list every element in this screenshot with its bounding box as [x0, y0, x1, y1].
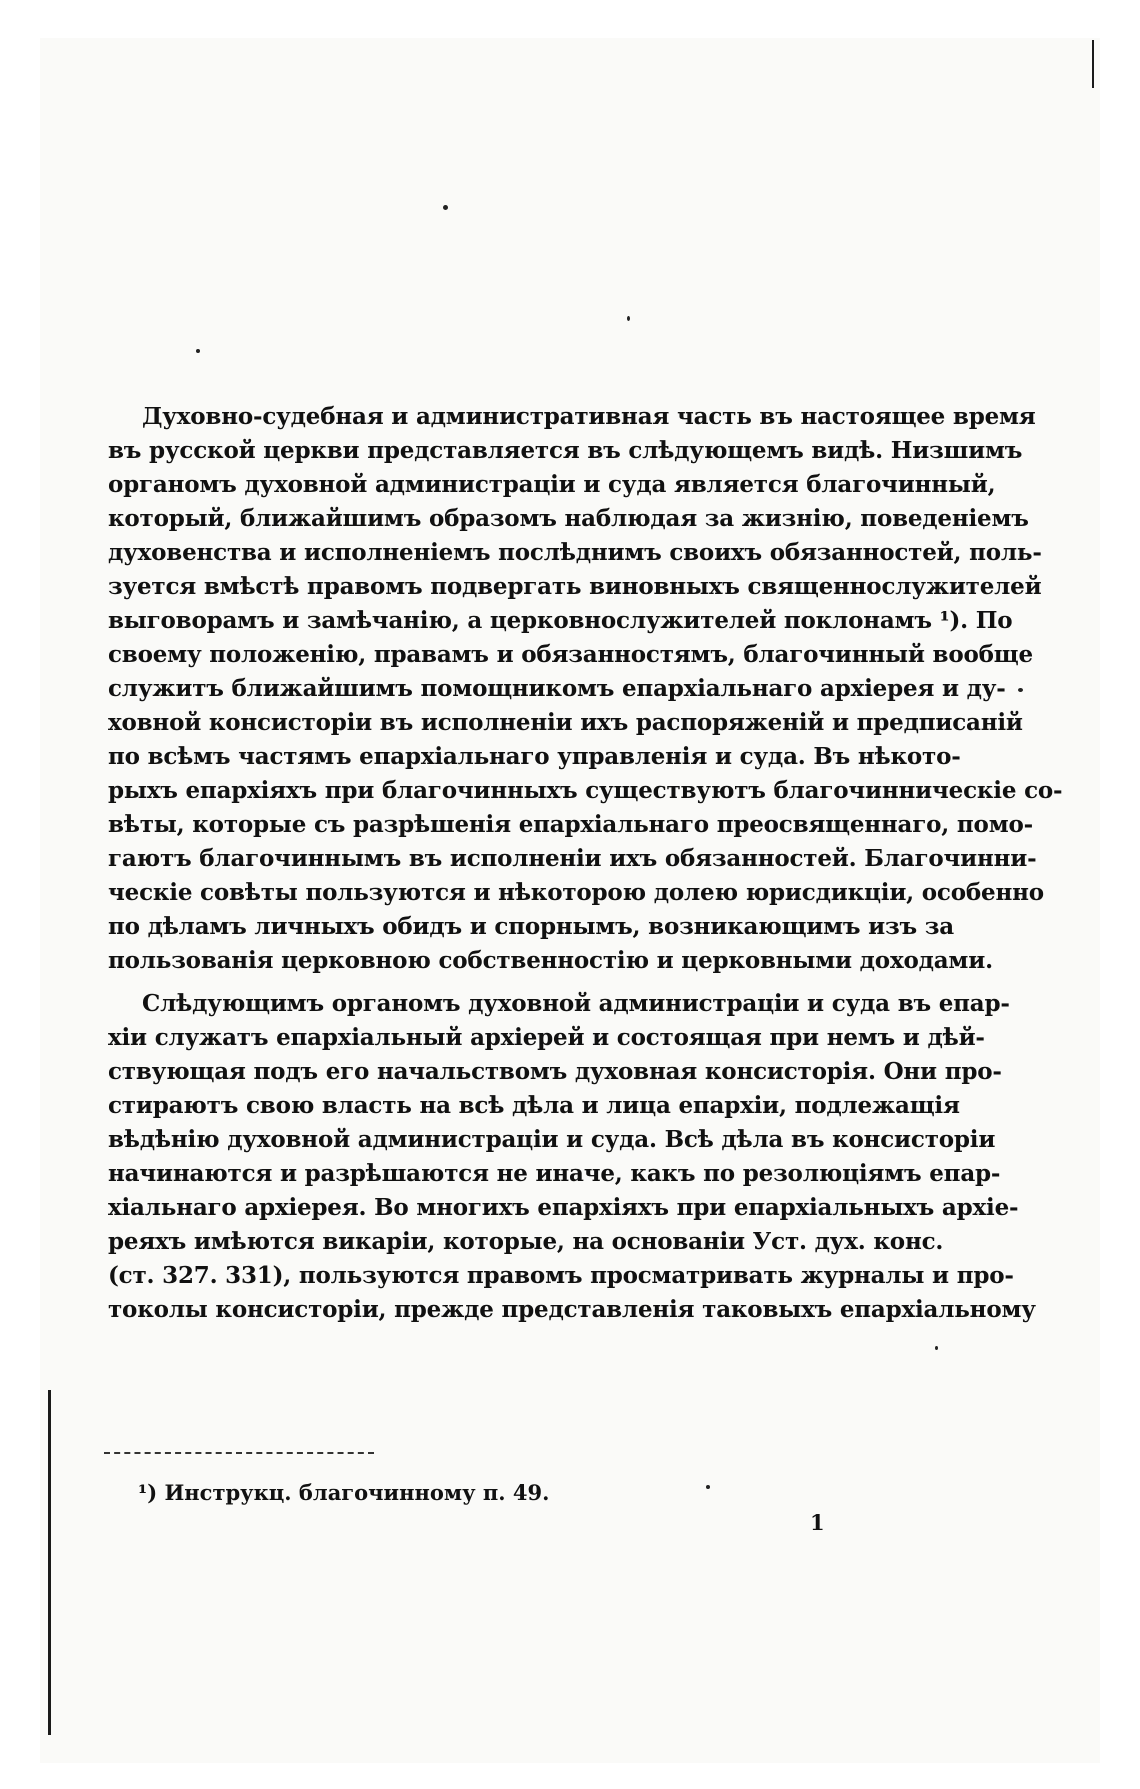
text-line: зуется вмѣстѣ правомъ подвергать виновныхъ священнослужителей — [108, 573, 1042, 600]
scan-speck — [627, 316, 630, 321]
text-line: Слѣдующимъ органомъ духовной администраціи и суда въ епар- — [142, 990, 1010, 1017]
scan-speck — [443, 205, 448, 210]
text-line: Духовно-судебная и административная часть въ настоящее время — [142, 403, 1036, 430]
text-line: вѣты, которые съ разрѣшенія епархіальнаго преосвященнаго, помо- — [108, 811, 1033, 838]
scan-speck — [1018, 688, 1023, 692]
text-line: вѣдѣнію духовной администраціи и суда. Всѣ дѣла въ консисторіи — [108, 1126, 996, 1153]
text-line: органомъ духовной администраціи и суда является благочинный, — [108, 471, 996, 498]
text-line: (ст. 327. 331), пользуются правомъ просматривать журналы и про- — [108, 1262, 1014, 1289]
text-line: служитъ ближайшимъ помощникомъ епархіальнаго архіерея и ду- — [108, 675, 1006, 702]
text-line: гаютъ благочиннымъ въ исполненіи ихъ обязанностей. Благочинни- — [108, 845, 1037, 872]
text-line: рыхъ епархіяхъ при благочинныхъ существуютъ благочинническіе со- — [108, 777, 1063, 804]
text-line: который, ближайшимъ образомъ наблюдая за жизнію, поведеніемъ — [108, 505, 1029, 532]
text-line: по дѣламъ личныхъ обидъ и спорнымъ, возникающимъ изъ за — [108, 913, 954, 940]
text-line: начинаются и разрѣшаются не иначе, какъ по резолюціямъ епар- — [108, 1160, 1001, 1187]
binding-edge — [48, 1390, 51, 1735]
text-line: по всѣмъ частямъ епархіальнаго управленія и суда. Въ нѣкото- — [108, 743, 961, 770]
footnote-divider — [104, 1452, 374, 1454]
text-line: ческіе совѣты пользуются и нѣкоторою долею юрисдикціи, особенно — [108, 879, 1044, 906]
text-line: ховной консисторіи въ исполненіи ихъ распоряженій и предписаній — [108, 709, 1023, 736]
text-line: духовенства и исполненіемъ послѣднимъ своихъ обязанностей, поль- — [108, 539, 1042, 566]
scan-speck — [196, 349, 200, 353]
text-line: въ русской церкви представляется въ слѣдующемъ видѣ. Низшимъ — [108, 437, 1023, 464]
text-line: ствующая подъ его начальствомъ духовная консисторія. Они про- — [108, 1058, 1002, 1085]
text-line: своему положенію, правамъ и обязанностямъ, благочинный вообще — [108, 641, 1033, 668]
text-line: хіальнаго архіерея. Во многихъ епархіяхъ при епархіальныхъ архіе- — [108, 1194, 1019, 1221]
text-line: пользованія церковною собственностію и церковными доходами. — [108, 947, 993, 974]
text-line: реяхъ имѣются викаріи, которые, на основаніи Уст. дух. конс. — [108, 1228, 944, 1255]
scan-speck — [935, 1346, 938, 1350]
scan-speck — [706, 1485, 710, 1489]
text-line: хіи служатъ епархіальный архіерей и состоящая при немъ и дѣй- — [108, 1024, 985, 1051]
binding-edge — [1092, 40, 1094, 88]
text-line: выговорамъ и замѣчанію, а церковнослужителей поклонамъ ¹). По — [108, 607, 1013, 634]
footnote: ¹) Инструкц. благочинному п. 49. — [138, 1480, 550, 1505]
text-line: токолы консисторіи, прежде представленія таковыхъ епархіальному — [108, 1296, 1036, 1323]
page-number: 1 — [810, 1510, 825, 1535]
text-line: стираютъ свою власть на всѣ дѣла и лица епархіи, подлежащія — [108, 1092, 960, 1119]
